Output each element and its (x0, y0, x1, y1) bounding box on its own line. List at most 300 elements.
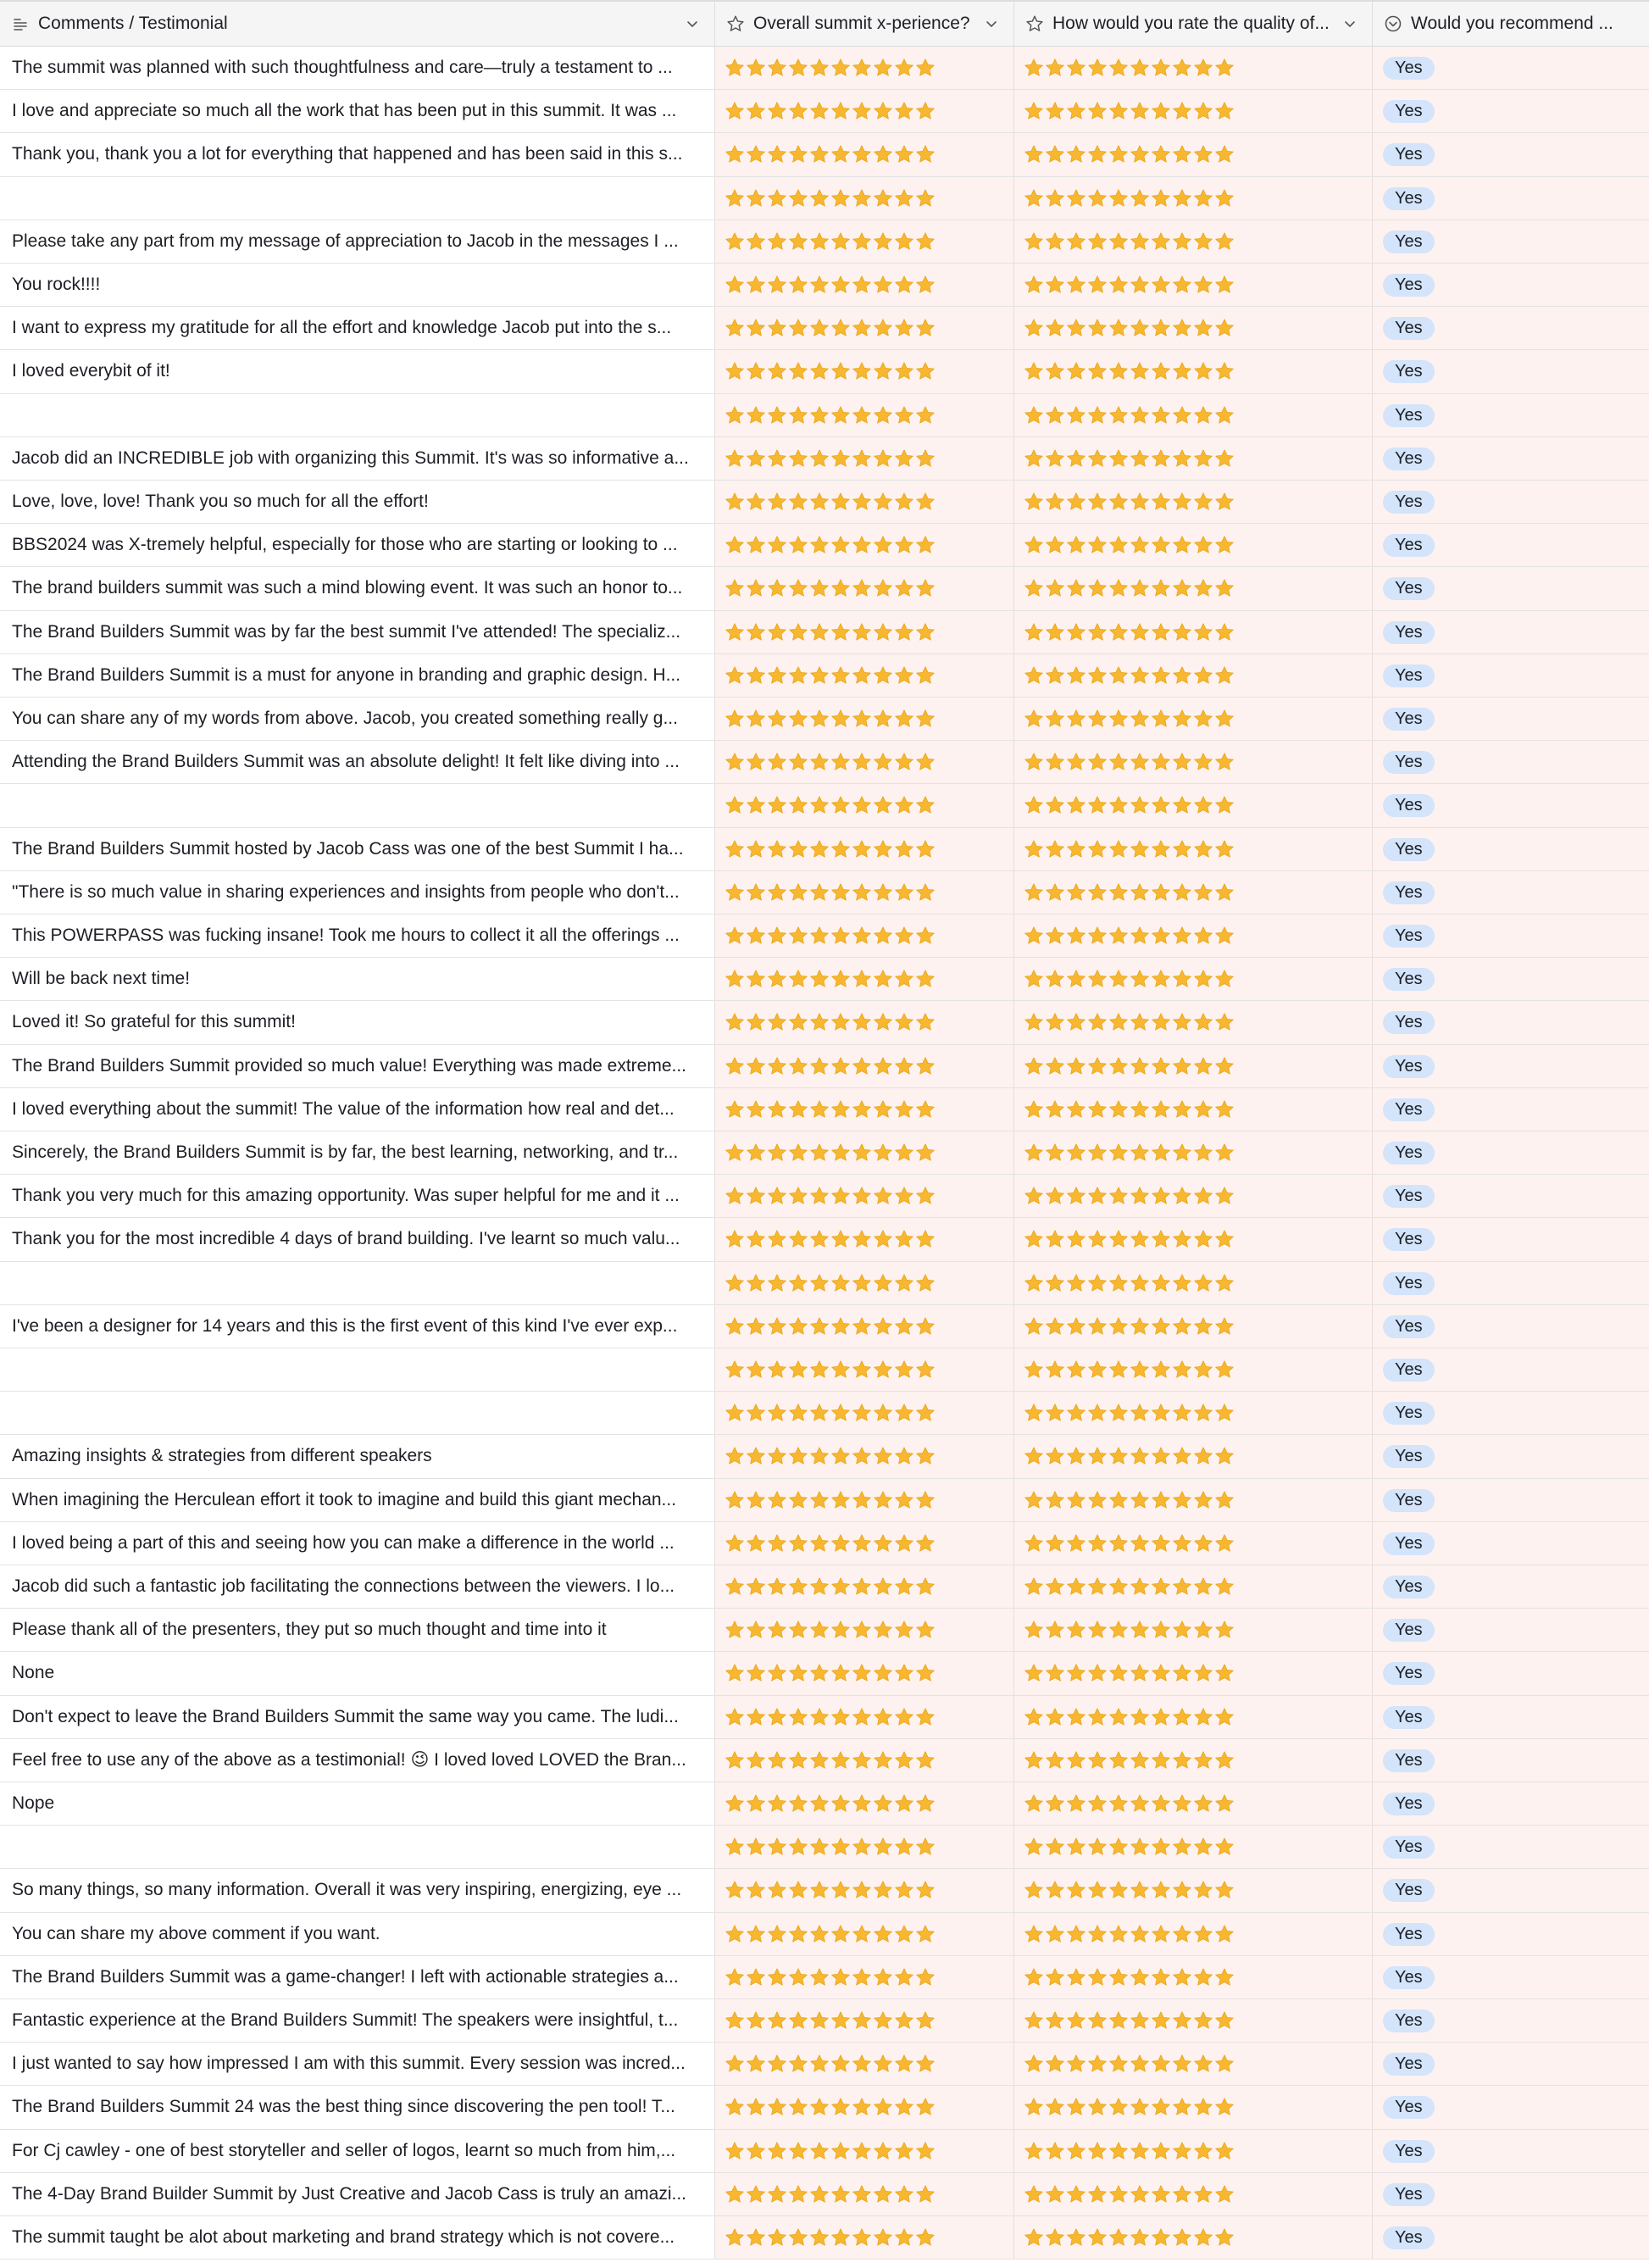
overall-rating-cell[interactable] (715, 958, 1014, 1000)
comment-cell[interactable] (0, 1999, 715, 2042)
star-icon[interactable] (852, 101, 872, 121)
star-icon[interactable] (788, 1446, 808, 1466)
star-icon[interactable] (725, 882, 745, 903)
star-icon[interactable] (1045, 231, 1065, 252)
overall-rating-cell[interactable] (715, 394, 1014, 436)
star-icon[interactable] (1172, 795, 1192, 815)
recommend-cell[interactable] (1373, 654, 1649, 697)
star-icon[interactable] (725, 1229, 745, 1249)
star-icon[interactable] (746, 188, 766, 208)
overall-rating-stars[interactable] (725, 1750, 936, 1771)
star-icon[interactable] (725, 2184, 745, 2204)
star-icon[interactable] (1172, 1880, 1192, 1900)
star-icon[interactable] (1066, 1316, 1086, 1337)
comment-cell[interactable] (0, 1913, 715, 1955)
star-icon[interactable] (767, 926, 787, 946)
star-icon[interactable] (915, 188, 936, 208)
table-row[interactable] (0, 481, 1649, 524)
star-icon[interactable] (746, 1316, 766, 1337)
star-icon[interactable] (830, 2054, 851, 2074)
overall-rating-stars[interactable] (725, 1099, 936, 1120)
star-icon[interactable] (1172, 2141, 1192, 2161)
comment-cell[interactable] (0, 1956, 715, 1998)
table-row[interactable] (0, 1999, 1649, 2043)
star-icon[interactable] (809, 1793, 830, 1814)
star-icon[interactable] (1108, 1142, 1129, 1163)
star-icon[interactable] (873, 1880, 893, 1900)
star-icon[interactable] (915, 1707, 936, 1727)
star-icon[interactable] (1045, 1620, 1065, 1640)
comment-cell[interactable] (0, 1739, 715, 1782)
star-icon[interactable] (852, 969, 872, 989)
star-icon[interactable] (873, 1142, 893, 1163)
star-icon[interactable] (1130, 144, 1150, 164)
star-icon[interactable] (1151, 1837, 1171, 1857)
star-icon[interactable] (1151, 1576, 1171, 1597)
star-icon[interactable] (1024, 1316, 1044, 1337)
star-icon[interactable] (1151, 882, 1171, 903)
comment-cell[interactable] (0, 1869, 715, 1911)
quality-rating-stars[interactable] (1024, 1576, 1235, 1598)
star-icon[interactable] (915, 1099, 936, 1120)
star-icon[interactable] (788, 1099, 808, 1120)
star-icon[interactable] (767, 1403, 787, 1423)
star-icon[interactable] (1214, 622, 1235, 642)
star-icon[interactable] (873, 926, 893, 946)
star-icon[interactable] (746, 535, 766, 555)
star-icon[interactable] (852, 665, 872, 686)
quality-rating-stars[interactable] (1024, 2227, 1235, 2249)
star-icon[interactable] (1151, 709, 1171, 729)
quality-rating-stars[interactable] (1024, 1273, 1235, 1294)
star-icon[interactable] (1045, 361, 1065, 381)
star-icon[interactable] (1087, 969, 1108, 989)
star-icon[interactable] (725, 709, 745, 729)
table-row[interactable] (0, 1739, 1649, 1782)
star-icon[interactable] (1066, 1576, 1086, 1597)
overall-rating-cell[interactable] (715, 2043, 1014, 2085)
overall-rating-cell[interactable] (715, 524, 1014, 566)
star-icon[interactable] (1214, 448, 1235, 469)
star-icon[interactable] (1130, 795, 1150, 815)
star-icon[interactable] (915, 1837, 936, 1857)
star-icon[interactable] (767, 1793, 787, 1814)
quality-rating-stars[interactable] (1024, 578, 1235, 599)
star-icon[interactable] (894, 1359, 914, 1380)
star-icon[interactable] (830, 622, 851, 642)
star-icon[interactable] (767, 1229, 787, 1249)
star-icon[interactable] (788, 1273, 808, 1293)
star-icon[interactable] (1024, 1229, 1044, 1249)
recommend-cell[interactable] (1373, 177, 1649, 220)
star-icon[interactable] (788, 1576, 808, 1597)
star-icon[interactable] (809, 1316, 830, 1337)
quality-rating-cell[interactable] (1014, 394, 1373, 436)
star-icon[interactable] (1130, 1707, 1150, 1727)
quality-rating-cell[interactable] (1014, 914, 1373, 957)
star-icon[interactable] (1193, 144, 1213, 164)
star-icon[interactable] (852, 1142, 872, 1163)
comment-cell[interactable] (0, 1218, 715, 1260)
star-icon[interactable] (1193, 1056, 1213, 1076)
star-icon[interactable] (894, 1186, 914, 1206)
star-icon[interactable] (915, 58, 936, 78)
table-row[interactable] (0, 1869, 1649, 1912)
star-icon[interactable] (1045, 1750, 1065, 1770)
star-icon[interactable] (830, 1359, 851, 1380)
star-icon[interactable] (1193, 1229, 1213, 1249)
star-icon[interactable] (746, 1142, 766, 1163)
star-icon[interactable] (1087, 1056, 1108, 1076)
quality-rating-stars[interactable] (1024, 231, 1235, 253)
star-icon[interactable] (725, 492, 745, 512)
star-icon[interactable] (809, 882, 830, 903)
overall-rating-cell[interactable] (715, 1175, 1014, 1217)
comment-cell[interactable] (0, 264, 715, 306)
table-row[interactable] (0, 524, 1649, 567)
star-icon[interactable] (1193, 188, 1213, 208)
star-icon[interactable] (1087, 1229, 1108, 1249)
star-icon[interactable] (1087, 622, 1108, 642)
quality-rating-stars[interactable] (1024, 1099, 1235, 1120)
star-icon[interactable] (1066, 1663, 1086, 1683)
star-icon[interactable] (1066, 1620, 1086, 1640)
overall-rating-cell[interactable] (715, 1262, 1014, 1304)
star-icon[interactable] (852, 1793, 872, 1814)
overall-rating-cell[interactable] (715, 1045, 1014, 1087)
star-icon[interactable] (1151, 361, 1171, 381)
star-icon[interactable] (1130, 1403, 1150, 1423)
quality-rating-cell[interactable] (1014, 1131, 1373, 1174)
recommend-cell[interactable] (1373, 611, 1649, 653)
star-icon[interactable] (1066, 361, 1086, 381)
comment-cell[interactable] (0, 307, 715, 349)
star-icon[interactable] (894, 405, 914, 425)
quality-rating-stars[interactable] (1024, 144, 1235, 165)
star-icon[interactable] (1193, 2010, 1213, 2031)
star-icon[interactable] (1066, 1446, 1086, 1466)
star-icon[interactable] (1024, 1750, 1044, 1770)
star-icon[interactable] (1024, 448, 1044, 469)
star-icon[interactable] (1193, 1359, 1213, 1380)
star-icon[interactable] (746, 752, 766, 772)
overall-rating-cell[interactable] (715, 828, 1014, 870)
recommend-cell[interactable] (1373, 1782, 1649, 1825)
star-icon[interactable] (809, 448, 830, 469)
overall-rating-stars[interactable] (725, 188, 936, 209)
star-icon[interactable] (830, 882, 851, 903)
star-icon[interactable] (1130, 1186, 1150, 1206)
star-icon[interactable] (1087, 578, 1108, 598)
star-icon[interactable] (852, 535, 872, 555)
star-icon[interactable] (915, 1880, 936, 1900)
star-icon[interactable] (873, 1924, 893, 1944)
star-icon[interactable] (1024, 275, 1044, 295)
star-icon[interactable] (809, 1924, 830, 1944)
star-icon[interactable] (746, 1880, 766, 1900)
star-icon[interactable] (1151, 231, 1171, 252)
star-icon[interactable] (1066, 1793, 1086, 1814)
star-icon[interactable] (1087, 1273, 1108, 1293)
comment-cell[interactable] (0, 1088, 715, 1131)
star-icon[interactable] (1130, 1576, 1150, 1597)
star-icon[interactable] (1172, 709, 1192, 729)
star-icon[interactable] (1108, 1099, 1129, 1120)
star-icon[interactable] (1108, 1316, 1129, 1337)
star-icon[interactable] (1214, 1533, 1235, 1554)
star-icon[interactable] (1066, 1099, 1086, 1120)
star-icon[interactable] (852, 795, 872, 815)
star-icon[interactable] (1066, 1229, 1086, 1249)
table-row[interactable] (0, 2130, 1649, 2173)
overall-rating-cell[interactable] (715, 1913, 1014, 1955)
star-icon[interactable] (1172, 1924, 1192, 1944)
star-icon[interactable] (1024, 58, 1044, 78)
table-row[interactable] (0, 2086, 1649, 2129)
star-icon[interactable] (746, 2010, 766, 2031)
star-icon[interactable] (1151, 969, 1171, 989)
star-icon[interactable] (1108, 448, 1129, 469)
star-icon[interactable] (1214, 1880, 1235, 1900)
star-icon[interactable] (1066, 2227, 1086, 2248)
quality-rating-cell[interactable] (1014, 611, 1373, 653)
star-icon[interactable] (1193, 361, 1213, 381)
star-icon[interactable] (788, 882, 808, 903)
quality-rating-cell[interactable] (1014, 1262, 1373, 1304)
star-icon[interactable] (725, 1967, 745, 1987)
star-icon[interactable] (852, 839, 872, 859)
star-icon[interactable] (1214, 926, 1235, 946)
recommend-cell[interactable] (1373, 1045, 1649, 1087)
star-icon[interactable] (894, 1012, 914, 1032)
overall-rating-stars[interactable] (725, 1316, 936, 1337)
star-icon[interactable] (852, 1924, 872, 1944)
star-icon[interactable] (1066, 578, 1086, 598)
overall-rating-stars[interactable] (725, 1837, 936, 1858)
star-icon[interactable] (1108, 1012, 1129, 1032)
star-icon[interactable] (1214, 1316, 1235, 1337)
star-icon[interactable] (767, 622, 787, 642)
overall-rating-stars[interactable] (725, 2141, 936, 2162)
star-icon[interactable] (746, 578, 766, 598)
star-icon[interactable] (809, 1663, 830, 1683)
recommend-cell[interactable] (1373, 914, 1649, 957)
star-icon[interactable] (746, 1490, 766, 1510)
star-icon[interactable] (873, 622, 893, 642)
star-icon[interactable] (1193, 2227, 1213, 2248)
star-icon[interactable] (788, 58, 808, 78)
star-icon[interactable] (1045, 2010, 1065, 2031)
star-icon[interactable] (725, 318, 745, 338)
star-icon[interactable] (1193, 1186, 1213, 1206)
star-icon[interactable] (788, 795, 808, 815)
star-icon[interactable] (725, 1316, 745, 1337)
star-icon[interactable] (1151, 665, 1171, 686)
star-icon[interactable] (1130, 1490, 1150, 1510)
recommend-cell[interactable] (1373, 220, 1649, 263)
star-icon[interactable] (1087, 1576, 1108, 1597)
star-icon[interactable] (809, 144, 830, 164)
star-icon[interactable] (1024, 1533, 1044, 1554)
star-icon[interactable] (1024, 1056, 1044, 1076)
star-icon[interactable] (788, 188, 808, 208)
star-icon[interactable] (915, 1142, 936, 1163)
star-icon[interactable] (1172, 1837, 1192, 1857)
star-icon[interactable] (1193, 405, 1213, 425)
star-icon[interactable] (1108, 1967, 1129, 1987)
star-icon[interactable] (894, 622, 914, 642)
star-icon[interactable] (746, 1273, 766, 1293)
star-icon[interactable] (746, 1099, 766, 1120)
comment-cell[interactable] (0, 1348, 715, 1391)
star-icon[interactable] (894, 1924, 914, 1944)
star-icon[interactable] (809, 1446, 830, 1466)
star-icon[interactable] (1045, 1359, 1065, 1380)
star-icon[interactable] (873, 1750, 893, 1770)
star-icon[interactable] (725, 1142, 745, 1163)
quality-rating-cell[interactable] (1014, 698, 1373, 740)
star-icon[interactable] (1151, 448, 1171, 469)
star-icon[interactable] (1024, 1359, 1044, 1380)
star-icon[interactable] (1087, 1533, 1108, 1554)
star-icon[interactable] (1087, 752, 1108, 772)
star-icon[interactable] (1193, 318, 1213, 338)
star-icon[interactable] (767, 1099, 787, 1120)
star-icon[interactable] (767, 535, 787, 555)
quality-rating-stars[interactable] (1024, 1663, 1235, 1684)
star-icon[interactable] (1045, 1880, 1065, 1900)
star-icon[interactable] (767, 1707, 787, 1727)
table-row[interactable] (0, 2043, 1649, 2086)
star-icon[interactable] (1151, 1924, 1171, 1944)
star-icon[interactable] (1214, 275, 1235, 295)
star-icon[interactable] (725, 188, 745, 208)
star-icon[interactable] (809, 101, 830, 121)
star-icon[interactable] (1172, 622, 1192, 642)
recommend-cell[interactable] (1373, 133, 1649, 175)
star-icon[interactable] (809, 1967, 830, 1987)
star-icon[interactable] (852, 1490, 872, 1510)
star-icon[interactable] (746, 2097, 766, 2117)
star-icon[interactable] (809, 275, 830, 295)
star-icon[interactable] (852, 1750, 872, 1770)
star-icon[interactable] (1193, 969, 1213, 989)
star-icon[interactable] (1066, 2141, 1086, 2161)
star-icon[interactable] (1024, 318, 1044, 338)
overall-rating-stars[interactable] (725, 2097, 936, 2118)
star-icon[interactable] (830, 1837, 851, 1857)
comment-cell[interactable] (0, 871, 715, 914)
recommend-cell[interactable] (1373, 394, 1649, 436)
star-icon[interactable] (767, 1012, 787, 1032)
star-icon[interactable] (746, 1837, 766, 1857)
star-icon[interactable] (1108, 1620, 1129, 1640)
star-icon[interactable] (1108, 2010, 1129, 2031)
star-icon[interactable] (1024, 535, 1044, 555)
star-icon[interactable] (915, 361, 936, 381)
star-icon[interactable] (1045, 1967, 1065, 1987)
quality-rating-cell[interactable] (1014, 2130, 1373, 2172)
star-icon[interactable] (1087, 144, 1108, 164)
star-icon[interactable] (1045, 1446, 1065, 1466)
recommend-cell[interactable] (1373, 47, 1649, 89)
star-icon[interactable] (1130, 1533, 1150, 1554)
overall-rating-cell[interactable] (715, 264, 1014, 306)
star-icon[interactable] (1214, 318, 1235, 338)
star-icon[interactable] (1193, 1099, 1213, 1120)
star-icon[interactable] (1193, 1446, 1213, 1466)
star-icon[interactable] (1024, 665, 1044, 686)
star-icon[interactable] (1066, 1056, 1086, 1076)
comment-cell[interactable] (0, 958, 715, 1000)
star-icon[interactable] (788, 1663, 808, 1683)
star-icon[interactable] (1130, 535, 1150, 555)
star-icon[interactable] (915, 535, 936, 555)
recommend-cell[interactable] (1373, 1131, 1649, 1174)
recommend-cell[interactable] (1373, 1913, 1649, 1955)
comment-cell[interactable] (0, 2216, 715, 2259)
star-icon[interactable] (767, 1924, 787, 1944)
star-icon[interactable] (809, 795, 830, 815)
star-icon[interactable] (746, 622, 766, 642)
star-icon[interactable] (1087, 492, 1108, 512)
star-icon[interactable] (1108, 709, 1129, 729)
table-row[interactable] (0, 1826, 1649, 1869)
star-icon[interactable] (1151, 2184, 1171, 2204)
star-icon[interactable] (873, 1012, 893, 1032)
star-icon[interactable] (873, 1446, 893, 1466)
star-icon[interactable] (852, 1880, 872, 1900)
star-icon[interactable] (830, 535, 851, 555)
star-icon[interactable] (788, 839, 808, 859)
overall-rating-cell[interactable] (715, 1348, 1014, 1391)
comment-cell[interactable] (0, 741, 715, 783)
star-icon[interactable] (1045, 1837, 1065, 1857)
overall-rating-stars[interactable] (725, 144, 936, 165)
star-icon[interactable] (1214, 1967, 1235, 1987)
star-icon[interactable] (725, 101, 745, 121)
comment-cell[interactable] (0, 47, 715, 89)
star-icon[interactable] (915, 795, 936, 815)
star-icon[interactable] (830, 1533, 851, 1554)
quality-rating-stars[interactable] (1024, 1793, 1235, 1815)
star-icon[interactable] (915, 2010, 936, 2031)
star-icon[interactable] (725, 1663, 745, 1683)
star-icon[interactable] (830, 665, 851, 686)
star-icon[interactable] (1214, 405, 1235, 425)
star-icon[interactable] (1193, 535, 1213, 555)
star-icon[interactable] (852, 1967, 872, 1987)
comment-cell[interactable] (0, 133, 715, 175)
star-icon[interactable] (1045, 535, 1065, 555)
comment-cell[interactable] (0, 1305, 715, 1348)
star-icon[interactable] (830, 2141, 851, 2161)
comment-cell[interactable] (0, 914, 715, 957)
star-icon[interactable] (1066, 2010, 1086, 2031)
star-icon[interactable] (852, 2097, 872, 2117)
star-icon[interactable] (852, 926, 872, 946)
star-icon[interactable] (725, 231, 745, 252)
comment-cell[interactable] (0, 828, 715, 870)
star-icon[interactable] (767, 448, 787, 469)
star-icon[interactable] (788, 1707, 808, 1727)
star-icon[interactable] (894, 795, 914, 815)
recommend-cell[interactable] (1373, 1435, 1649, 1477)
star-icon[interactable] (894, 839, 914, 859)
star-icon[interactable] (809, 578, 830, 598)
star-icon[interactable] (1087, 448, 1108, 469)
comment-cell[interactable] (0, 2043, 715, 2085)
